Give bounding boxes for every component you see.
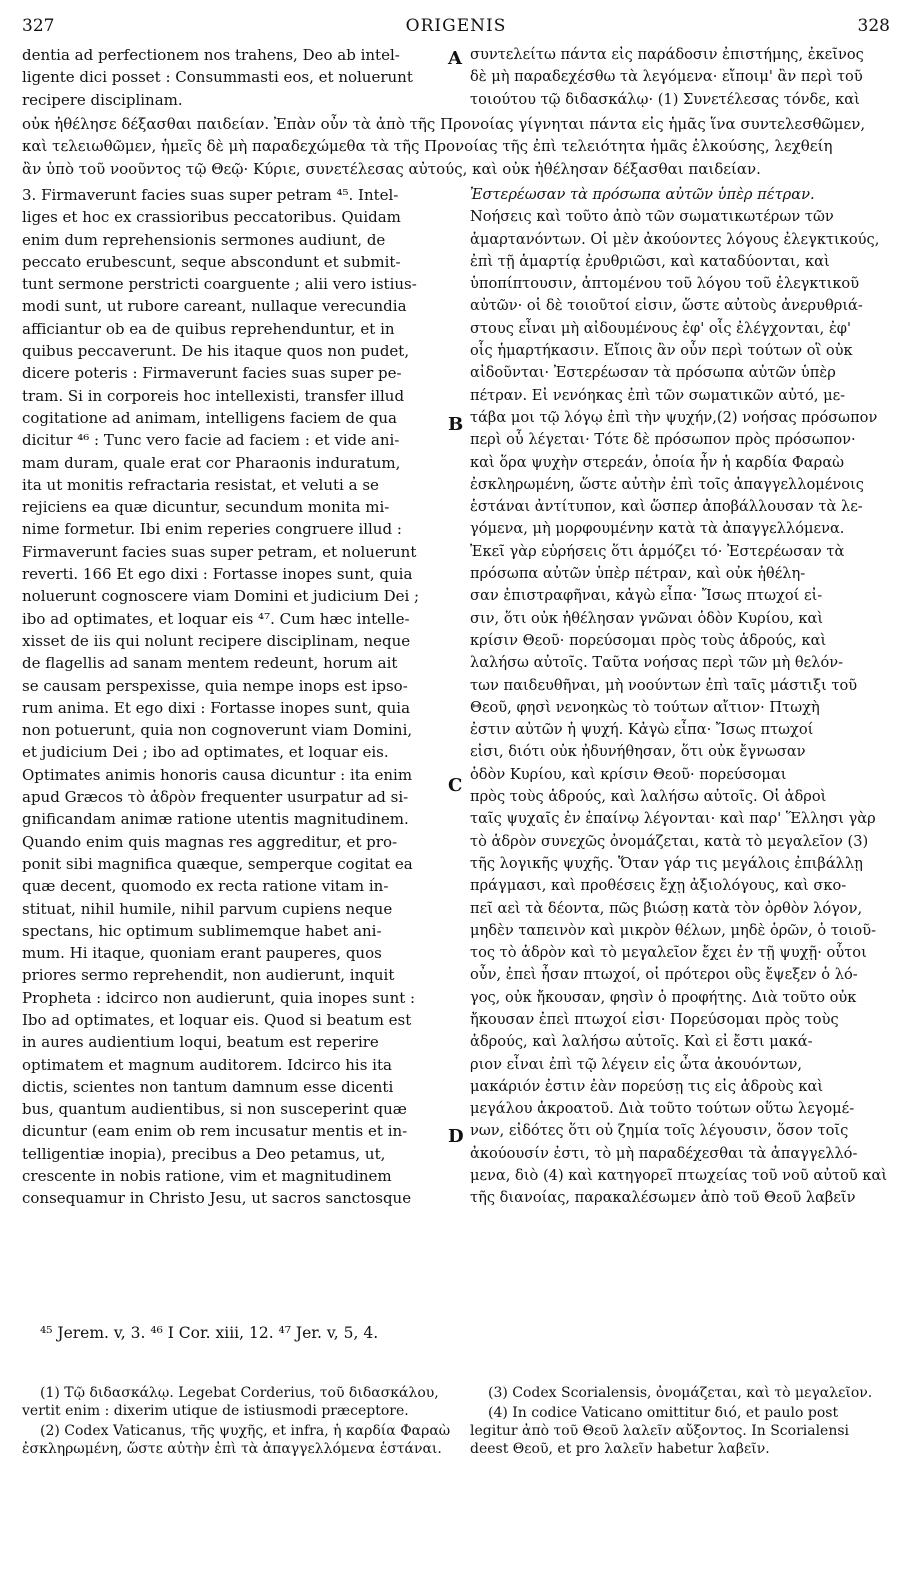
greek-text-line: κρίσιν Θεοῦ· πορεύσομαι πρὸς τοὺς ἁδρούς, καὶ [470,631,827,649]
latin-text-line: cogitatione ad animam, intelligens faciem de qua [22,408,397,427]
latin-text-line: se causam perspexisse, quia nempe inops est ipso- [22,676,408,695]
latin-text-line: et judicium Dei ; ibo ad optimates, et loquar eis. [22,743,389,762]
latin-text-line: mum. Hi itaque, quoniam erant pauperes, quos [22,944,382,963]
footnote: (1) Τῷ διδασκάλῳ. Legebat Corderius, τοῦ διδασκάλου, vertit enim : dixerim utique de istiusmodi præceptore. [22,1385,439,1419]
greek-text-line: σαν ἐπιστραφῆναι, κἀγὼ εἶπα· Ἴσως πτωχοί εἰ- [470,587,823,605]
greek-text-line: Νοήσεις καὶ τοῦτο ἀπὸ τῶν σωματικωτέρων τῶν [470,208,834,226]
greek-text-line: οὖν, ἐπεὶ ἦσαν πτωχοί, οἱ πρότεροι οὓς ἔψεξεν ὁ λό- [470,966,858,984]
latin-text-line: stituat, nihil humile, nihil parvum cupiens neque [22,899,393,918]
page-header [22,16,890,40]
greek-text-line: ταῖς ψυχαῖς ἐν ἐπαίνῳ λέγονται· καὶ παρ' Ἕλλησι γὰρ [470,810,876,828]
greek-text-line: των παιδευθῆναι, μὴ νοούντων ἐπὶ ταῖς μάστιξι τοῦ [470,676,858,694]
latin-text-line: liges et hoc ex crassioribus peccatoribus. Quidam [22,208,401,227]
greek-text-line: τῆς διανοίας, παρακαλέσωμεν ἀπὸ τοῦ Θεοῦ λαβεῖν [470,1189,856,1207]
greek-text-line: ἑστάναι ἀντίτυπον, καὶ ὥσπερ ἀποβάλλουσαν τὰ λε- [470,498,863,516]
greek-text-line: πεῖ αεὶ τὰ δέοντα, πῶς βιώσῃ κατὰ τὸν ὀρθὸν λόγον, [470,899,863,917]
latin-text-line: de flagellis ad sanam mentem redeunt, horum ait [22,654,398,673]
latin-text-line: tunt sermone perstricti coarguente ; alii vero istius- [22,275,417,294]
greek-text-line: λαλήσω αὐτοῖς. Ταῦτα νοήσας περὶ τῶν μὴ θελόν- [470,654,844,672]
latin-text-line: spectans, hic optimum sublimemque habet ani- [22,921,382,940]
margin-letter-b: B [448,414,464,435]
latin-text-line: tram. Si in corporeis hoc intellexisti, transfer illud [22,386,405,405]
greek-text-line: τὸ ἁδρὸν συνεχῶς ὀνομάζεται, κατὰ τὸ μεγαλεῖον (3) [470,832,869,850]
greek-text-line: Θεοῦ, φησὶ νενοηκὼς τὸ τούτων αἴτιον· Πτωχὴ [470,698,820,716]
latin-text-line: Quando enim quis magnas res aggreditur, et pro- [22,832,398,851]
full-width-greek [22,113,890,180]
greek-text-line: αὐτῶν· οἱ δὲ τοιοῦτοί εἰσιν, ὥστε αὐτοὺς ἀνερυθριά- [470,297,863,315]
greek-text-line: τῆς λογικῆς ψυχῆς. Ὅταν γάρ τις μεγάλοις ἐπιβάλλῃ [470,854,863,872]
greek-text-line: αἰδοῦνται· Ἐστερέωσαν τὰ πρόσωπα αὐτῶν ὑπὲρ [470,364,836,382]
latin-text-line: recipere disciplinam. [22,90,183,109]
greek-text-line: Ἐκεῖ γὰρ εὑρήσεις ὅτι ἁρμόζει τό· Ἐστερέωσαν τὰ [470,542,845,560]
margin-letter-d: D [448,1126,464,1147]
greek-text-line: ὑποπίπτουσιν, ἁπτομένου τοῦ λόγου τοῦ ἐλεγκτικοῦ [470,275,860,293]
latin-text-line: rejiciens ea quæ dicuntur, secundum monita mi- [22,498,390,517]
greek-column-top [470,44,890,111]
greek-text-line: οἷς ἡμαρτήκασιν. Εἴποις ἂν οὖν περὶ τούτων οἳ οὐκ [470,342,853,360]
latin-text-line: dentia ad perfectionem nos trahens, Deo ab intel- [22,46,400,64]
greek-text-line: ἂν ὑπὸ τοῦ νοοῦντος τῷ Θεῷ· Κύριε, συνετέλεσας αὐτούς, καὶ οὐκ ἠθέλησαν δέξασθαι παιδείαν. [22,159,761,178]
latin-text-line: priores sermo reprehendit, non audierunt, inquit [22,966,395,985]
greek-text-line: στους εἶναι μὴ αἰδουμένους ἐφ' οἷς ἐλέγχονται, ἐφ' [470,319,852,337]
greek-text-line: γος, οὐκ ἤκουσαν, φησὶν ὁ προφήτης. Διὰ τοῦτο οὐκ [470,988,857,1006]
latin-text-line: Propheta : idcirco non audierunt, quia inopes sunt : [22,988,416,1007]
latin-text-line: consequamur in Christo Jesu, ut sacros sanctosque [22,1189,412,1208]
latin-text-line: crescente in nobis ratione, vim et magnitudinem [22,1167,392,1186]
footnote: (3) Codex Scorialensis, ὀνομάζεται, καὶ τὸ μεγαλεῖον. [488,1385,873,1401]
greek-text-line: τος τὸ ἁδρὸν καὶ τὸ μεγαλεῖον ἔχει ἐν τῇ ψυχῇ· οὗτοι [470,944,867,962]
latin-text-line: afficiantur ob ea de quibus reprehenduntur, et in [22,319,395,338]
latin-text-line: modi sunt, ut rubore careant, nullaque verecundia [22,297,407,316]
latin-text-line: noluerunt cognoscere viam Domini et judicium Dei ; [22,587,420,606]
latin-text-line: xisset de iis qui nolunt recipere disciplinam, neque [22,631,411,650]
greek-text-line: ὁδὸν Κυρίου, καὶ κρίσιν Θεοῦ· πορεύσομαι [470,765,787,783]
page-number-left: 327 [22,16,55,36]
greek-text-line: μακάριόν ἐστιν ἐὰν πορεύσῃ τις εἰς ἁδροὺς καὶ [470,1077,824,1095]
greek-text-line: ἀκούουσίν ἐστι, τὸ μὴ παραδέχεσθαι τὰ ἀπαγγελλό- [470,1144,858,1162]
latin-text-line: quibus peccaverunt. De his itaque quos non pudet, [22,342,410,361]
latin-text-line: peccato erubescunt, seque abscondunt et submit- [22,252,401,271]
greek-text-line: πράγμασι, καὶ προθέσεις ἔχῃ ἀξιολόγους, καὶ σκο- [470,877,847,895]
latin-text-line: ibo ad optimates, et loquar eis ⁴⁷. Cum hæc intelle- [22,609,410,628]
footnote: (4) In codice Vaticano omittitur διό, et paulo post legitur ἀπὸ τοῦ Θεοῦ λαλεῖν αὔξοντος. In Scorialensi deest Θεοῦ, et pro λαλεῖν habetur λαβεῖν. [470,1405,850,1457]
latin-text-line: bus, quantum audientibus, si non susceperint quæ [22,1100,407,1119]
latin-text-line: gnificandam animæ ratione utentis magnitudinem. [22,810,409,829]
greek-text-line: γόμενα, μὴ μορφουμένην κατὰ τὰ ἀπαγγελλόμενα. [470,520,845,538]
greek-column [470,184,890,1210]
greek-text-line: μεγάλου ἀκροατοῦ. Διὰ τοῦτο τούτων οὕτω λεγομέ- [470,1100,855,1118]
greek-text-line: ἤκουσαν ἐπεὶ πτωχοί εἰσι· Πορεύσομαι πρὸς τοὺς [470,1010,839,1028]
latin-text-line: enim dum reprehensionis sermones audiunt, de [22,230,386,249]
latin-text-line: rum anima. Et ego dixi : Fortasse inopes sunt, quia [22,698,411,717]
greek-text-line: πρόσωπα αὐτῶν ὑπὲρ πέτραν, καὶ οὐκ ἠθέλη- [470,565,806,583]
greek-text-line: καὶ τελειωθῶμεν, ἡμεῖς δὲ μὴ παραδεχώμεθα τὰ τῆς Προνοίας τῆς ἐπὶ τελειότητα ἡμᾶς ἑλκούσης, λεχθείη [22,137,833,156]
greek-text-line: εἰσι, διότι οὐκ ἠδυνήθησαν, ὅτι οὐκ ἔγνωσαν [470,743,806,761]
latin-text-line: Firmaverunt facies suas super petram, et noluerunt [22,542,417,561]
latin-text-line: 3. Firmaverunt facies suas super petram ⁴⁵. Intel- [22,186,399,204]
latin-text-line: dicere poteris : Firmaverunt facies suas super pe- [22,364,402,383]
margin-letter-c: C [448,775,463,796]
page-number-right: 328 [857,16,890,36]
latin-text-line: dicitur ⁴⁶ : Tunc vero facie ad faciem : et vide ani- [22,431,400,450]
latin-column [22,184,454,1210]
greek-text-line: τοιούτου τῷ διδασκάλῳ· (1) Συνετέλεσας τόνδε, καὶ [470,90,860,108]
running-title: ORIGENIS [405,16,507,36]
latin-column-top [22,44,454,111]
latin-text-line: ponit sibi magnifica quæque, semperque cogitat ea [22,854,413,873]
latin-text-line: mam duram, quale erat cor Pharaonis induratum, [22,453,401,472]
greek-text-line: μηδὲν ταπεινὸν καὶ μικρὸν θέλων, μηδὲ ὁρῶν, ὁ τοιοῦ- [470,921,877,939]
greek-text-line: ἁδρούς, καὶ λαλήσω αὐτοῖς. Καὶ εἰ ἔστι μακά- [470,1033,813,1051]
latin-text-line: ita ut monitis refractaria resistat, et veluti a se [22,475,379,494]
greek-text-line: πρὸς τοὺς ἁδρούς, καὶ λαλήσω αὐτοῖς. Οἱ ἁδροὶ [470,788,827,806]
latin-text-line: ligente dici posset : Consummasti eos, et noluerunt [22,68,413,87]
greek-text-line: μενα, διὸ (4) καὶ κατηγορεῖ πτωχείας τοῦ νοῦ αὐτοῦ καὶ [470,1167,888,1185]
latin-text-line: Ibo ad optimates, et loquar eis. Quod si beatum est [22,1010,412,1029]
greek-text-line: ἐπὶ τῇ ἁμαρτίᾳ ἐρυθριῶσι, καὶ καταδύονται, καὶ [470,252,830,270]
greek-text-line: σιν, ὅτι οὐκ ἠθέλησαν γνῶναι ὁδὸν Κυρίου, καὶ [470,609,824,627]
latin-text-line: nime formetur. Ibi enim reperies congruere illud : [22,520,402,539]
greek-text-line: ἐσκληρωμένη, ὥστε αὐτὴν ἐπὶ τοῖς ἀπαγγελλομένοις [470,475,864,493]
latin-text-line: non potuerunt, quia non cognoverunt viam Domini, [22,721,413,740]
footnotes-right [470,1384,890,1460]
latin-text-line: quæ decent, quomodo ex recta ratione vitam in- [22,877,389,896]
greek-text-line: ἐστιν αὐτῶν ἡ ψυχή. Κἀγὼ εἶπα· Ἴσως πτωχοί [470,721,814,739]
greek-text-line: τάβα μοι τῷ λόγῳ ἐπὶ τὴν ψυχήν,(2) νοήσας πρόσωπον [470,408,878,426]
greek-text-line: Ἐστερέωσαν τὰ πρόσωπα αὐτῶν ὑπὲρ πέτραν. [470,186,815,203]
latin-text-line: dicuntur (eam enim ob rem incusatur mentis et in- [22,1122,408,1141]
greek-text-line: δὲ μὴ παραδεχέσθω τὰ λεγόμενα· εἴποιμ' ἂν περὶ τοῦ [470,68,863,86]
greek-text-line: ἁμαρτανόντων. Οἱ μὲν ἀκούοντες λόγους ἐλεγκτικούς, [470,230,880,248]
latin-text-line: telligentiæ inopia), precibus a Deo petamus, ut, [22,1144,386,1163]
latin-text-line: optimatem et magnum auditorem. Idcirco his ita [22,1055,392,1074]
latin-text-line: reverti. 166 Et ego dixi : Fortasse inopes sunt, quia [22,565,413,584]
greek-text-line: πέτραν. Εἰ νενόηκας ἐπὶ τῶν σωματικῶν αὐτό, με- [470,386,846,404]
greek-text-line: νων, εἰδότες ὅτι οὐ ζημία τοῖς λέγουσιν, ὅσον τοῖς [470,1122,849,1140]
greek-text-line: ριον εἶναι ἐπὶ τῷ λέγειν εἰς ὦτα ἀκουόντων, [470,1055,803,1073]
latin-text-line: Optimates animis honoris causa dicuntur : ita enim [22,765,413,784]
greek-text-line: περὶ οὗ λέγεται· Τότε δὲ πρόσωπον πρὸς πρόσωπον· [470,431,856,449]
latin-text-line: dictis, scientes non tantum damnum esse dicenti [22,1077,394,1096]
greek-text-line: οὐκ ἠθέλησε δέξασθαι παιδείαν. Ἐπὰν οὖν τὰ ἀπὸ τῆς Προνοίας γίγνηται πάντα εἰς ἡμᾶς ἵνα συντελεσθῶμεν, [22,115,866,133]
latin-text-line: apud Græcos τὸ ἁδρὸν frequenter usurpatur ad si- [22,788,409,807]
greek-text-line: καὶ ὅρα ψυχὴν στερεάν, ὁποία ἦν ἡ καρδία Φαραὼ [470,453,845,471]
footnotes-left [22,1384,457,1460]
latin-text-line: in aures audientium loqui, beatum est reperire [22,1033,379,1052]
greek-text-line: συντελείτω πάντα εἰς παράδοσιν ἐπιστήμης, ἐκεῖνος [470,46,864,63]
scripture-references: ⁴⁵ Jerem. v, 3. ⁴⁶ I Cor. xiii, 12. ⁴⁷ Jer. v, 5, 4. [40,1324,379,1342]
footnote: (2) Codex Vaticanus, τῆς ψυχῆς, et infra, ἡ καρδία Φαραὼ ἐσκληρωμένη, ὥστε αὐτὴν ἐπὶ τὰ ἀπαγγελλόμενα ἑστάναι. [22,1423,451,1457]
margin-letter-a: A [448,48,462,69]
